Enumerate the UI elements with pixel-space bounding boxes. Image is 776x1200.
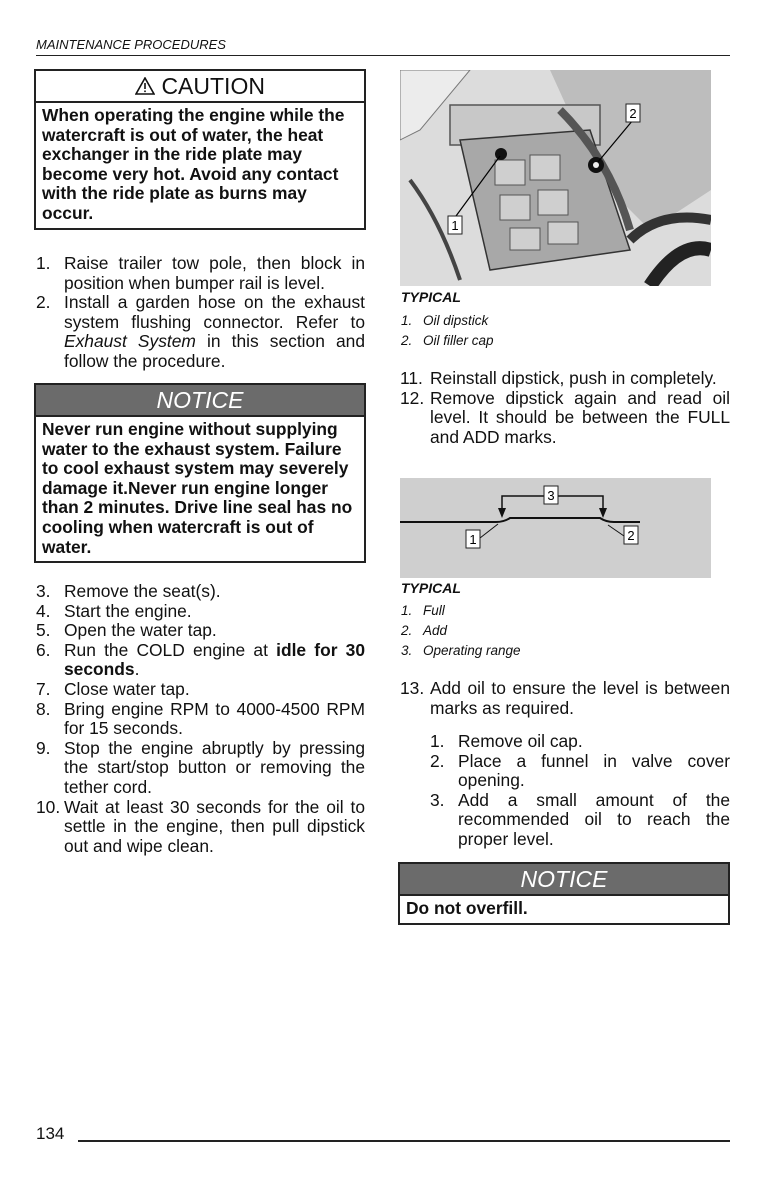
list-item: 7. Close water tap. (36, 678, 190, 699)
caution-box (34, 69, 366, 230)
list-item: 3. Add a small amount of the recommended oil to reach the proper level. (430, 789, 730, 849)
list-item: 3. Remove the seat(s). (36, 581, 221, 601)
notice-title-bar: NOTICE (36, 385, 364, 417)
steps-list-c (400, 369, 730, 447)
caution-text: When operating the engine while the watercraft is out of water, the heat exchanger in the ride plate may become very hot. Avoid any contact with the ride plate as burns may occur. (42, 105, 345, 223)
header-rule (36, 55, 730, 56)
figure-caption: TYPICAL (401, 289, 461, 305)
figure-legend (401, 311, 494, 351)
steps-list-b (36, 582, 365, 856)
callout-2: 2 (629, 106, 637, 121)
caution-title-bar (36, 71, 364, 103)
legend-item: 1. Oil dipstick (401, 313, 489, 328)
callout-2: 2 (627, 528, 635, 543)
list-item: 5. Open the water tap. (36, 620, 217, 641)
legend-item: 2. Add (401, 623, 448, 638)
dipstick-illustration (400, 478, 711, 578)
notice-text: Never run engine without supplying water to the exhaust system. Failure to cool exhaust system may severely damage it.Never run engine longer than 2 minutes. Drive line seal has no cooling when watercraft is out of water. (42, 419, 353, 557)
figure-legend (401, 601, 521, 661)
list-item: 2. Install a garden hose on the exhaust system flushing connector. Refer to Exhaust System in this section and follow the procedure. (36, 292, 366, 371)
engine-illustration (400, 70, 711, 286)
substeps-list (430, 732, 730, 850)
notice-box-2 (398, 862, 730, 925)
figure-caption: TYPICAL (401, 580, 461, 596)
callout-3: 3 (547, 488, 555, 503)
footer-rule (78, 1140, 730, 1142)
legend-item: 2. Oil filler cap (401, 333, 494, 348)
page-number: 134 (36, 1124, 65, 1143)
running-header: MAINTENANCE PROCEDURES (36, 37, 226, 52)
steps-list-a (36, 254, 365, 372)
list-item: 12. Remove dipstick again and read oil level. It should be between the FULL and ADD marks. (400, 387, 730, 447)
list-item: 6. Run the COLD engine at idle for 30 seconds. (36, 639, 366, 680)
legend-item: 1. Full (401, 603, 445, 618)
notice-text: Do not overfill. (406, 898, 528, 918)
callout-1: 1 (451, 218, 459, 233)
list-item: 10. Wait at least 30 seconds for the oil to settle in the engine, then pull dipstick out and wipe clean. (36, 796, 365, 856)
list-item: 4. Start the engine. (36, 600, 192, 621)
cross-reference: Exhaust System (64, 331, 196, 352)
list-item: 2. Place a funnel in valve cover opening. (430, 750, 730, 791)
engine-photo (400, 70, 711, 286)
callout-1: 1 (469, 532, 477, 547)
list-item: 13. Add oil to ensure the level is between marks as required. (400, 678, 730, 718)
warning-triangle-icon (135, 77, 155, 95)
list-item: 1. Raise trailer tow pole, then block in position when bumper rail is level. (36, 253, 365, 293)
notice-title-bar: NOTICE (400, 864, 728, 896)
caution-title: CAUTION (161, 73, 265, 99)
legend-item: 3. Operating range (401, 643, 521, 658)
steps-list-d (400, 679, 730, 718)
list-item: 9. Stop the engine abruptly by pressing the start/stop button or removing the tether cord. (36, 737, 365, 797)
list-item: 8. Bring engine RPM to 4000-4500 RPM for 15 seconds. (36, 698, 365, 739)
list-item: 1. Remove oil cap. (430, 731, 583, 751)
dipstick-diagram (400, 478, 711, 578)
notice-box-1 (34, 383, 366, 563)
list-item: 11. Reinstall dipstick, push in completely. (400, 368, 717, 388)
